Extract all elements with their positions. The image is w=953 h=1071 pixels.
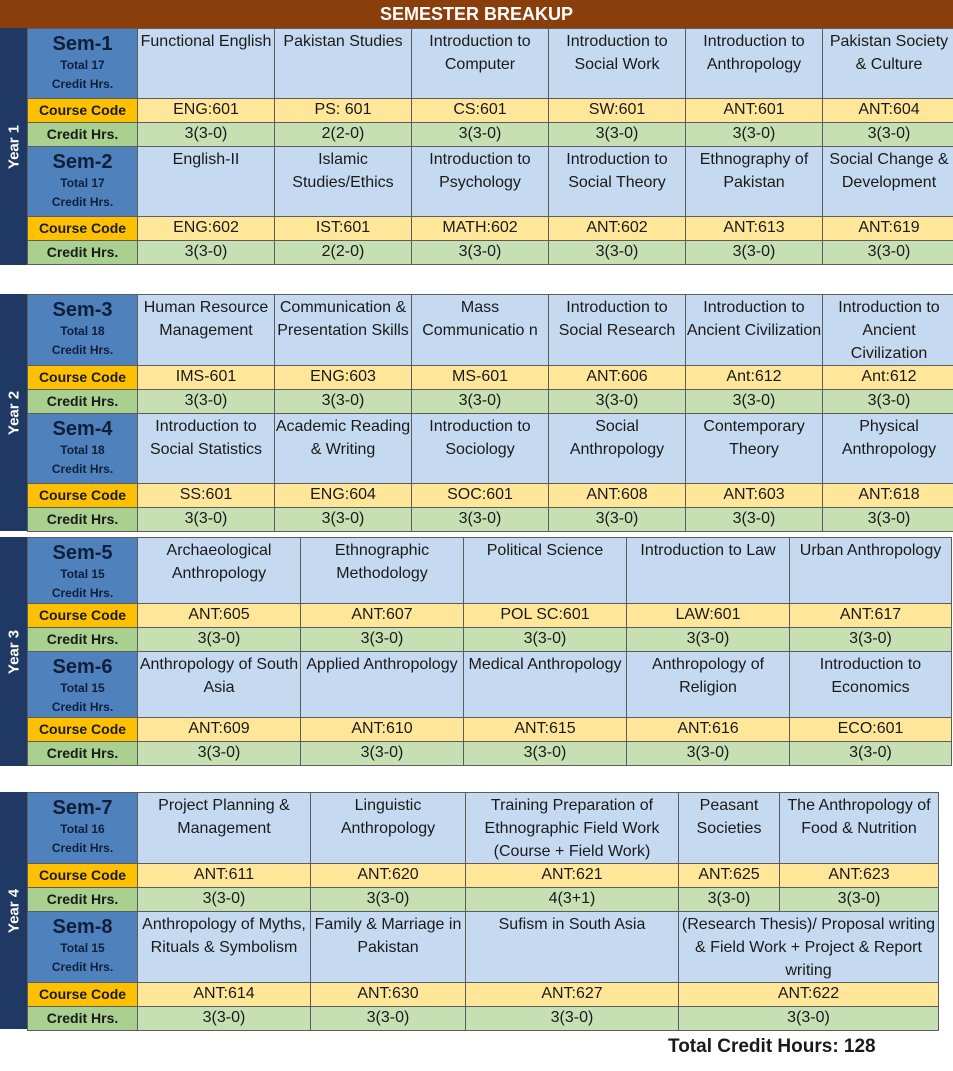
- course-code-row: [28, 983, 939, 1007]
- course-title: Introduction to Social Theory: [566, 151, 668, 191]
- course-code: ANT:609: [138, 718, 301, 742]
- semester-name: Sem-4: [52, 418, 113, 440]
- course-title-cell: [138, 538, 301, 604]
- course-title-cell: [549, 414, 686, 484]
- course-title-cell: [823, 295, 953, 366]
- credit-hours: 2(2-0): [275, 123, 412, 147]
- course-title-row: [28, 793, 939, 864]
- course-title-cell: [549, 147, 686, 217]
- credit-hours-label: Credit Hrs.: [28, 742, 138, 766]
- semester-header: [28, 29, 138, 99]
- course-title-cell: [686, 147, 823, 217]
- course-code: LAW:601: [627, 604, 790, 628]
- course-title: Academic Reading & Writing: [275, 418, 411, 458]
- credit-hours-row: [28, 1007, 939, 1031]
- course-title-cell: [275, 295, 412, 366]
- total-credit-hours: Total Credit Hours: 128: [668, 1036, 876, 1057]
- course-code: ANT:620: [311, 864, 466, 888]
- course-code: ENG:604: [275, 484, 412, 508]
- course-title-cell: [679, 793, 780, 864]
- credit-hours: 3(3-0): [686, 390, 823, 414]
- credit-hours: 3(3-0): [780, 888, 939, 912]
- course-code: ENG:603: [275, 366, 412, 390]
- course-code: MATH:602: [412, 217, 549, 241]
- semester-credit-label: Credit Hrs.: [51, 841, 114, 855]
- course-title-cell: [412, 147, 549, 217]
- credit-hours-label: Credit Hrs.: [28, 508, 138, 532]
- semester-total: Total 18: [60, 443, 105, 457]
- course-code: ANT:623: [780, 864, 939, 888]
- semester-name: Sem-5: [52, 542, 113, 564]
- course-code: ANT:606: [549, 366, 686, 390]
- credit-hours: 3(3-0): [301, 628, 464, 652]
- credit-hours: 3(3-0): [686, 241, 823, 265]
- course-title-cell: [412, 295, 549, 366]
- credit-hours: 3(3-0): [138, 390, 275, 414]
- course-title-cell: [790, 538, 952, 604]
- course-title: Political Science: [486, 542, 604, 559]
- course-title-cell: [823, 414, 953, 484]
- course-title-cell: [464, 652, 627, 718]
- year-label-text: Year 4: [5, 888, 22, 933]
- course-code-row: [28, 484, 953, 508]
- course-title: Introduction to Social Research: [558, 299, 676, 339]
- course-title-cell: [138, 295, 275, 366]
- course-code: ANT:630: [311, 983, 466, 1007]
- semester-total: Total 17: [60, 58, 105, 72]
- course-title-cell: [301, 652, 464, 718]
- credit-hours: 2(2-0): [275, 241, 412, 265]
- course-code: ANT:627: [466, 983, 679, 1007]
- course-code-label: Course Code: [28, 718, 138, 742]
- course-title-cell: [138, 147, 275, 217]
- course-code: Ant:612: [686, 366, 823, 390]
- course-title: Communication & Presentation Skills: [277, 299, 409, 339]
- course-code: ANT:622: [679, 983, 939, 1007]
- semester-header: [28, 793, 138, 864]
- credit-hours: 3(3-0): [790, 742, 952, 766]
- credit-hours: 3(3-0): [138, 628, 301, 652]
- semester-total: Total 15: [60, 681, 105, 695]
- course-title-cell: [627, 538, 790, 604]
- course-title: Introduction to Economics: [819, 656, 922, 696]
- course-code: POL SC:601: [464, 604, 627, 628]
- course-code: ANT:603: [686, 484, 823, 508]
- course-title-cell: [301, 538, 464, 604]
- semester-name: Sem-2: [52, 151, 113, 173]
- course-title-cell: [138, 652, 301, 718]
- course-code: ANT:601: [686, 99, 823, 123]
- year-block: [0, 537, 953, 766]
- credit-hours: 3(3-0): [627, 742, 790, 766]
- semester-header: [28, 652, 138, 718]
- semester-name: Sem-7: [52, 797, 113, 819]
- course-title: Sufism in South Asia: [498, 916, 646, 933]
- course-title-cell: [466, 912, 679, 983]
- course-code: ECO:601: [790, 718, 952, 742]
- credit-hours: 3(3-0): [823, 390, 953, 414]
- semester-credit-label: Credit Hrs.: [51, 586, 114, 600]
- course-title-row: [28, 147, 953, 217]
- course-code: ANT:607: [301, 604, 464, 628]
- course-title: Pakistan Society & Culture: [829, 33, 949, 73]
- course-title-row: [28, 29, 953, 99]
- course-code: SW:601: [549, 99, 686, 123]
- course-code: ANT:617: [790, 604, 952, 628]
- course-code: ENG:601: [138, 99, 275, 123]
- course-title-cell: [138, 912, 311, 983]
- course-title-cell: [780, 793, 939, 864]
- course-code: ANT:619: [823, 217, 953, 241]
- course-code: PS: 601: [275, 99, 412, 123]
- course-title: Introduction to Computer: [429, 33, 531, 73]
- semester-credit-label: Credit Hrs.: [51, 343, 114, 357]
- course-title-cell: [686, 29, 823, 99]
- course-title: Training Preparation of Ethnographic Field Work (Course + Field Work): [484, 797, 660, 860]
- credit-hours: 3(3-0): [412, 123, 549, 147]
- course-title-cell: [412, 29, 549, 99]
- semester-name: Sem-3: [52, 299, 113, 321]
- semester-name: Sem-1: [52, 33, 113, 55]
- course-title: Physical Anthropology: [841, 418, 937, 458]
- credit-hours: 3(3-0): [138, 742, 301, 766]
- credit-hours: 3(3-0): [138, 123, 275, 147]
- course-title: Introduction to Psychology: [429, 151, 531, 191]
- credit-hours: 3(3-0): [686, 123, 823, 147]
- semester-total: Total 16: [60, 822, 105, 836]
- course-code: ANT:602: [549, 217, 686, 241]
- credit-hours-row: [28, 508, 953, 532]
- semester-credit-label: Credit Hrs.: [51, 195, 114, 209]
- course-code-row: [28, 864, 939, 888]
- course-title-cell: [275, 414, 412, 484]
- course-title: Introduction to Anthropology: [703, 33, 805, 73]
- semester-header: [28, 414, 138, 484]
- credit-hours-row: [28, 742, 952, 766]
- course-title: Anthropology of Religion: [651, 656, 765, 696]
- course-code-label: Course Code: [28, 484, 138, 508]
- course-title-cell: [466, 793, 679, 864]
- course-title: Applied Anthropology: [306, 656, 458, 673]
- course-title-cell: [790, 652, 952, 718]
- year-label: [0, 294, 27, 531]
- course-title: Urban Anthropology: [799, 542, 942, 559]
- course-title: The Anthropology of Food & Nutrition: [787, 797, 931, 837]
- course-title-cell: [686, 414, 823, 484]
- credit-hours: 3(3-0): [549, 123, 686, 147]
- credit-hours: 3(3-0): [823, 241, 953, 265]
- course-title: Anthropology of Myths, Rituals & Symbolism: [142, 916, 306, 956]
- course-code: ANT:608: [549, 484, 686, 508]
- year-block: [0, 294, 953, 531]
- year-label-text: Year 1: [5, 124, 22, 169]
- course-title: Medical Anthropology: [468, 656, 622, 673]
- course-code: ANT:605: [138, 604, 301, 628]
- course-title-cell: [138, 414, 275, 484]
- credit-hours: 3(3-0): [275, 390, 412, 414]
- course-title: Social Change & Development: [829, 151, 949, 191]
- course-title: Islamic Studies/Ethics: [292, 151, 394, 191]
- semester-credit-label: Credit Hrs.: [51, 700, 114, 714]
- year-label-text: Year 3: [5, 629, 22, 674]
- course-code-label: Course Code: [28, 217, 138, 241]
- course-code: IMS-601: [138, 366, 275, 390]
- course-code-row: [28, 366, 953, 390]
- course-code: ENG:602: [138, 217, 275, 241]
- course-code: ANT:610: [301, 718, 464, 742]
- course-title-row: [28, 538, 952, 604]
- semester-header: [28, 912, 138, 983]
- course-title: Anthropology of South Asia: [139, 656, 299, 696]
- credit-hours: 3(3-0): [549, 508, 686, 532]
- course-code: Ant:612: [823, 366, 953, 390]
- course-code-row: [28, 604, 952, 628]
- course-title-cell: [138, 793, 311, 864]
- course-title: Social Anthropology: [569, 418, 665, 458]
- semester-total: Total 17: [60, 176, 105, 190]
- course-title: Human Resource Management: [143, 299, 269, 339]
- credit-hours: 3(3-0): [464, 742, 627, 766]
- semester-name: Sem-6: [52, 656, 113, 678]
- course-title: Functional English: [140, 33, 272, 50]
- course-code-label: Course Code: [28, 99, 138, 123]
- semester-credit-label: Credit Hrs.: [51, 462, 114, 476]
- credit-hours: 3(3-0): [823, 508, 953, 532]
- year-block: [0, 792, 953, 1029]
- year-label: [0, 28, 27, 265]
- course-code: ANT:625: [679, 864, 780, 888]
- course-title: Introduction to Law: [640, 542, 776, 559]
- semester-credit-label: Credit Hrs.: [51, 77, 114, 91]
- course-code: CS:601: [412, 99, 549, 123]
- course-title-cell: [412, 414, 549, 484]
- credit-hours-row: [28, 123, 953, 147]
- course-code: ANT:621: [466, 864, 679, 888]
- course-title: Family & Marriage in Pakistan: [314, 916, 462, 956]
- course-code-row: [28, 718, 952, 742]
- course-title-row: [28, 652, 952, 718]
- course-title-row: [28, 414, 953, 484]
- credit-hours: 3(3-0): [823, 123, 953, 147]
- course-code: ANT:604: [823, 99, 953, 123]
- credit-hours-label: Credit Hrs.: [28, 888, 138, 912]
- credit-hours-label: Credit Hrs.: [28, 123, 138, 147]
- semester-table: [27, 537, 952, 766]
- credit-hours: 3(3-0): [679, 1007, 939, 1031]
- course-code: ANT:618: [823, 484, 953, 508]
- course-title-cell: [686, 295, 823, 366]
- course-code-row: [28, 217, 953, 241]
- course-title-cell: [464, 538, 627, 604]
- course-title-row: [28, 295, 953, 366]
- credit-hours: 3(3-0): [138, 508, 275, 532]
- course-title: Introduction to Ancient Civilization: [838, 299, 940, 362]
- credit-hours: 3(3-0): [275, 508, 412, 532]
- course-title-cell: [275, 29, 412, 99]
- semester-total: Total 18: [60, 324, 105, 338]
- credit-hours-row: [28, 628, 952, 652]
- credit-hours: 3(3-0): [679, 888, 780, 912]
- credit-hours: 3(3-0): [412, 241, 549, 265]
- credit-hours: 3(3-0): [790, 628, 952, 652]
- course-title: Ethnographic Methodology: [334, 542, 430, 582]
- course-title: Archaeological Anthropology: [166, 542, 272, 582]
- course-title-cell: [311, 912, 466, 983]
- semester-total: Total 15: [60, 941, 105, 955]
- course-title-cell: [823, 29, 953, 99]
- course-code: IST:601: [275, 217, 412, 241]
- course-code: ANT:613: [686, 217, 823, 241]
- course-title: Contemporary Theory: [703, 418, 805, 458]
- course-title: Peasant Societies: [696, 797, 762, 837]
- credit-hours: 3(3-0): [138, 888, 311, 912]
- course-title: English-II: [172, 151, 240, 168]
- course-code-label: Course Code: [28, 604, 138, 628]
- credit-hours: 3(3-0): [311, 1007, 466, 1031]
- course-code: SS:601: [138, 484, 275, 508]
- credit-hours-row: [28, 888, 939, 912]
- page-title: SEMESTER BREAKUP: [0, 0, 953, 28]
- course-code: ANT:611: [138, 864, 311, 888]
- semester-header: [28, 147, 138, 217]
- semester-header: [28, 538, 138, 604]
- course-title-cell: [549, 295, 686, 366]
- course-title: Introduction to Ancient Civilization: [686, 299, 822, 339]
- course-code-label: Course Code: [28, 366, 138, 390]
- course-code: MS-601: [412, 366, 549, 390]
- credit-hours: 3(3-0): [464, 628, 627, 652]
- credit-hours-label: Credit Hrs.: [28, 628, 138, 652]
- credit-hours-label: Credit Hrs.: [28, 1007, 138, 1031]
- course-code-label: Course Code: [28, 983, 138, 1007]
- credit-hours: 3(3-0): [412, 508, 549, 532]
- credit-hours: 3(3-0): [311, 888, 466, 912]
- credit-hours: 3(3-0): [549, 390, 686, 414]
- course-title: Introduction to Sociology: [429, 418, 531, 458]
- semester-table: [27, 792, 939, 1031]
- year-label: [0, 537, 27, 766]
- course-title-cell: [549, 29, 686, 99]
- credit-hours: 3(3-0): [466, 1007, 679, 1031]
- course-title: Linguistic Anthropology: [340, 797, 436, 837]
- year-label: [0, 792, 27, 1029]
- course-title: Pakistan Studies: [283, 33, 403, 50]
- year-label-text: Year 2: [5, 390, 22, 435]
- course-title-cell: [823, 147, 953, 217]
- course-title: Mass Communicatio n: [422, 299, 538, 339]
- year-block: [0, 28, 953, 265]
- course-title: Ethnography of Pakistan: [699, 151, 809, 191]
- course-code-row: [28, 99, 953, 123]
- course-code-label: Course Code: [28, 864, 138, 888]
- credit-hours: 3(3-0): [686, 508, 823, 532]
- course-code: SOC:601: [412, 484, 549, 508]
- course-title-cell: [275, 147, 412, 217]
- course-title-cell: [627, 652, 790, 718]
- credit-hours: 3(3-0): [549, 241, 686, 265]
- course-title-cell: [138, 29, 275, 99]
- course-code: ANT:614: [138, 983, 311, 1007]
- semester-table: [27, 294, 953, 532]
- course-title-cell: [311, 793, 466, 864]
- credit-hours: 3(3-0): [138, 241, 275, 265]
- semester-header: [28, 295, 138, 366]
- course-code: ANT:615: [464, 718, 627, 742]
- course-title: Project Planning & Management: [158, 797, 290, 837]
- course-title: Introduction to Social Work: [566, 33, 668, 73]
- credit-hours: 4(3+1): [466, 888, 679, 912]
- course-title-row: [28, 912, 939, 983]
- credit-hours: 3(3-0): [627, 628, 790, 652]
- credit-hours-label: Credit Hrs.: [28, 390, 138, 414]
- semester-credit-label: Credit Hrs.: [51, 960, 114, 974]
- credit-hours: 3(3-0): [412, 390, 549, 414]
- semester-name: Sem-8: [52, 916, 113, 938]
- credit-hours-row: [28, 390, 953, 414]
- course-title: (Research Thesis)/ Proposal writing & Field Work + Project & Report writing: [681, 916, 936, 979]
- credit-hours-row: [28, 241, 953, 265]
- semester-total: Total 15: [60, 567, 105, 581]
- credit-hours-label: Credit Hrs.: [28, 241, 138, 265]
- course-title-cell: [679, 912, 939, 983]
- course-title: Introduction to Social Statistics: [149, 418, 263, 458]
- credit-hours: 3(3-0): [138, 1007, 311, 1031]
- credit-hours: 3(3-0): [301, 742, 464, 766]
- semester-table: [27, 28, 953, 265]
- course-code: ANT:616: [627, 718, 790, 742]
